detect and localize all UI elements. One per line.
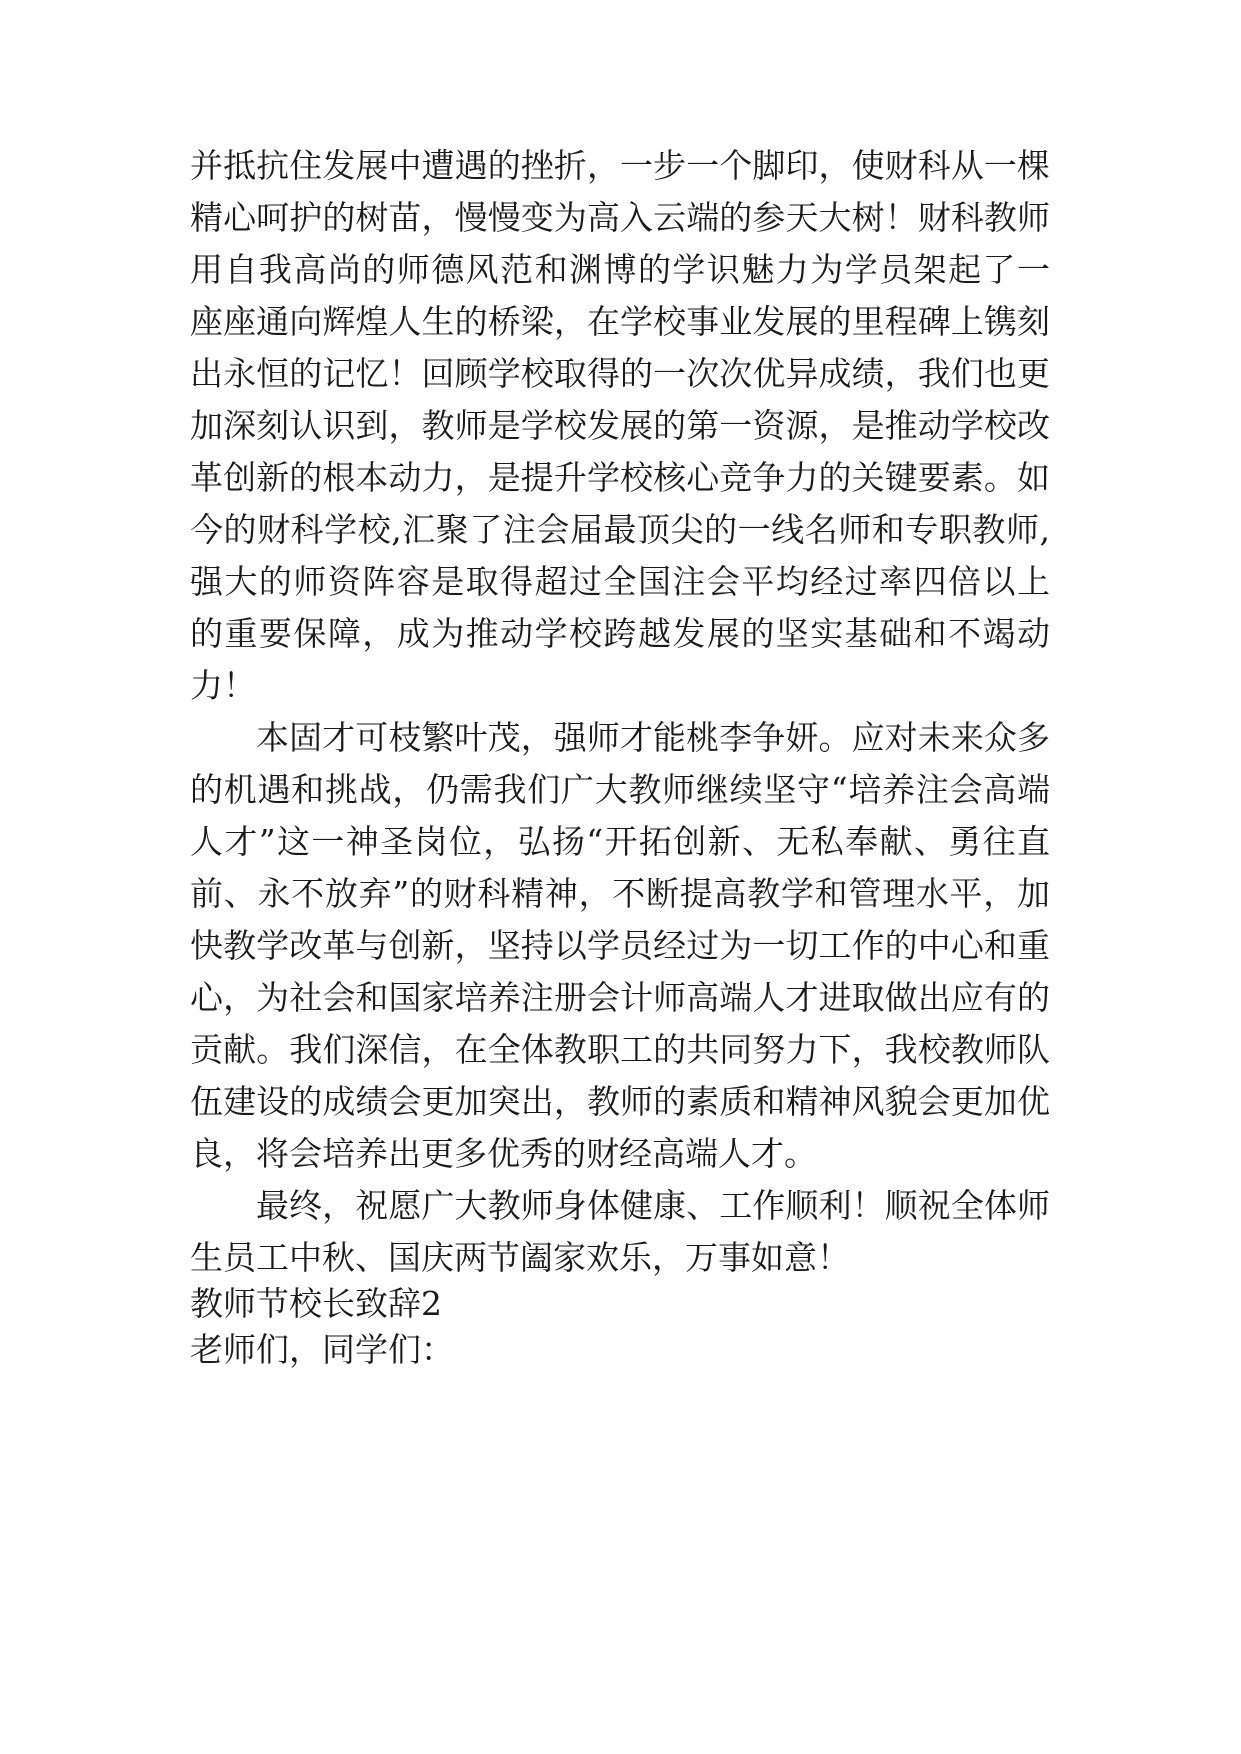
text-line: 精心呵护的树苗，慢慢变为高入云端的参天大树！财科教师 bbox=[190, 198, 1050, 237]
text-line: 伍建设的成绩会更加突出，教师的素质和精神风貌会更加优 bbox=[190, 1082, 1050, 1121]
text-line: 良，将会培养出更多优秀的财经高端人才。 bbox=[190, 1134, 817, 1173]
salutation: 老师们，同学们： bbox=[190, 1330, 454, 1369]
text-line: 今的财科学校,汇聚了注会届最顶尖的一线名师和专职教师, bbox=[190, 510, 1050, 549]
text-line: 用自我高尚的师德风范和渊博的学识魅力为学员架起了一 bbox=[190, 250, 1050, 289]
text-line: 快教学改革与创新，坚持以学员经过为一切工作的中心和重 bbox=[190, 926, 1050, 965]
text-line: 并抵抗住发展中遭遇的挫折，一步一个脚印，使财科从一棵 bbox=[190, 146, 1050, 185]
text-line: 革创新的根本动力，是提升学校核心竞争力的关键要素。如 bbox=[190, 458, 1050, 497]
text-line: 贡献。我们深信，在全体教职工的共同努力下，我校教师队 bbox=[190, 1030, 1050, 1069]
paragraph-first-line: 本固才可枝繁叶茂，强师才能桃李争妍。应对未来众多 bbox=[256, 718, 1050, 757]
text-line: 的机遇和挑战，仍需我们广大教师继续坚守“培养注会高端 bbox=[190, 770, 1050, 809]
paragraph-first-line: 最终，祝愿广大教师身体健康、工作顺利！顺祝全体师 bbox=[256, 1186, 1050, 1225]
text-line: 力！ bbox=[190, 666, 256, 705]
text-line: 出永恒的记忆！回顾学校取得的一次次优异成绩，我们也更 bbox=[190, 354, 1050, 393]
text-line: 座座通向辉煌人生的桥梁，在学校事业发展的里程碑上镌刻 bbox=[190, 302, 1050, 341]
text-line: 前、永不放弃”的财科精神，不断提高教学和管理水平，加 bbox=[190, 874, 1050, 913]
text-line: 强大的师资阵容是取得超过全国注会平均经过率四倍以上 bbox=[190, 562, 1050, 601]
section-heading: 教师节校长致辞2 bbox=[190, 1284, 442, 1323]
text-line: 心，为社会和国家培养注册会计师高端人才进取做出应有的 bbox=[190, 978, 1050, 1017]
text-line: 人才”这一神圣岗位，弘扬“开拓创新、无私奉献、勇往直 bbox=[190, 822, 1050, 861]
text-line: 加深刻认识到，教师是学校发展的第一资源，是推动学校改 bbox=[190, 406, 1050, 445]
text-line: 生员工中秋、国庆两节阖家欢乐，万事如意！ bbox=[190, 1238, 850, 1277]
text-line: 的重要保障，成为推动学校跨越发展的坚实基础和不竭动 bbox=[190, 614, 1050, 653]
